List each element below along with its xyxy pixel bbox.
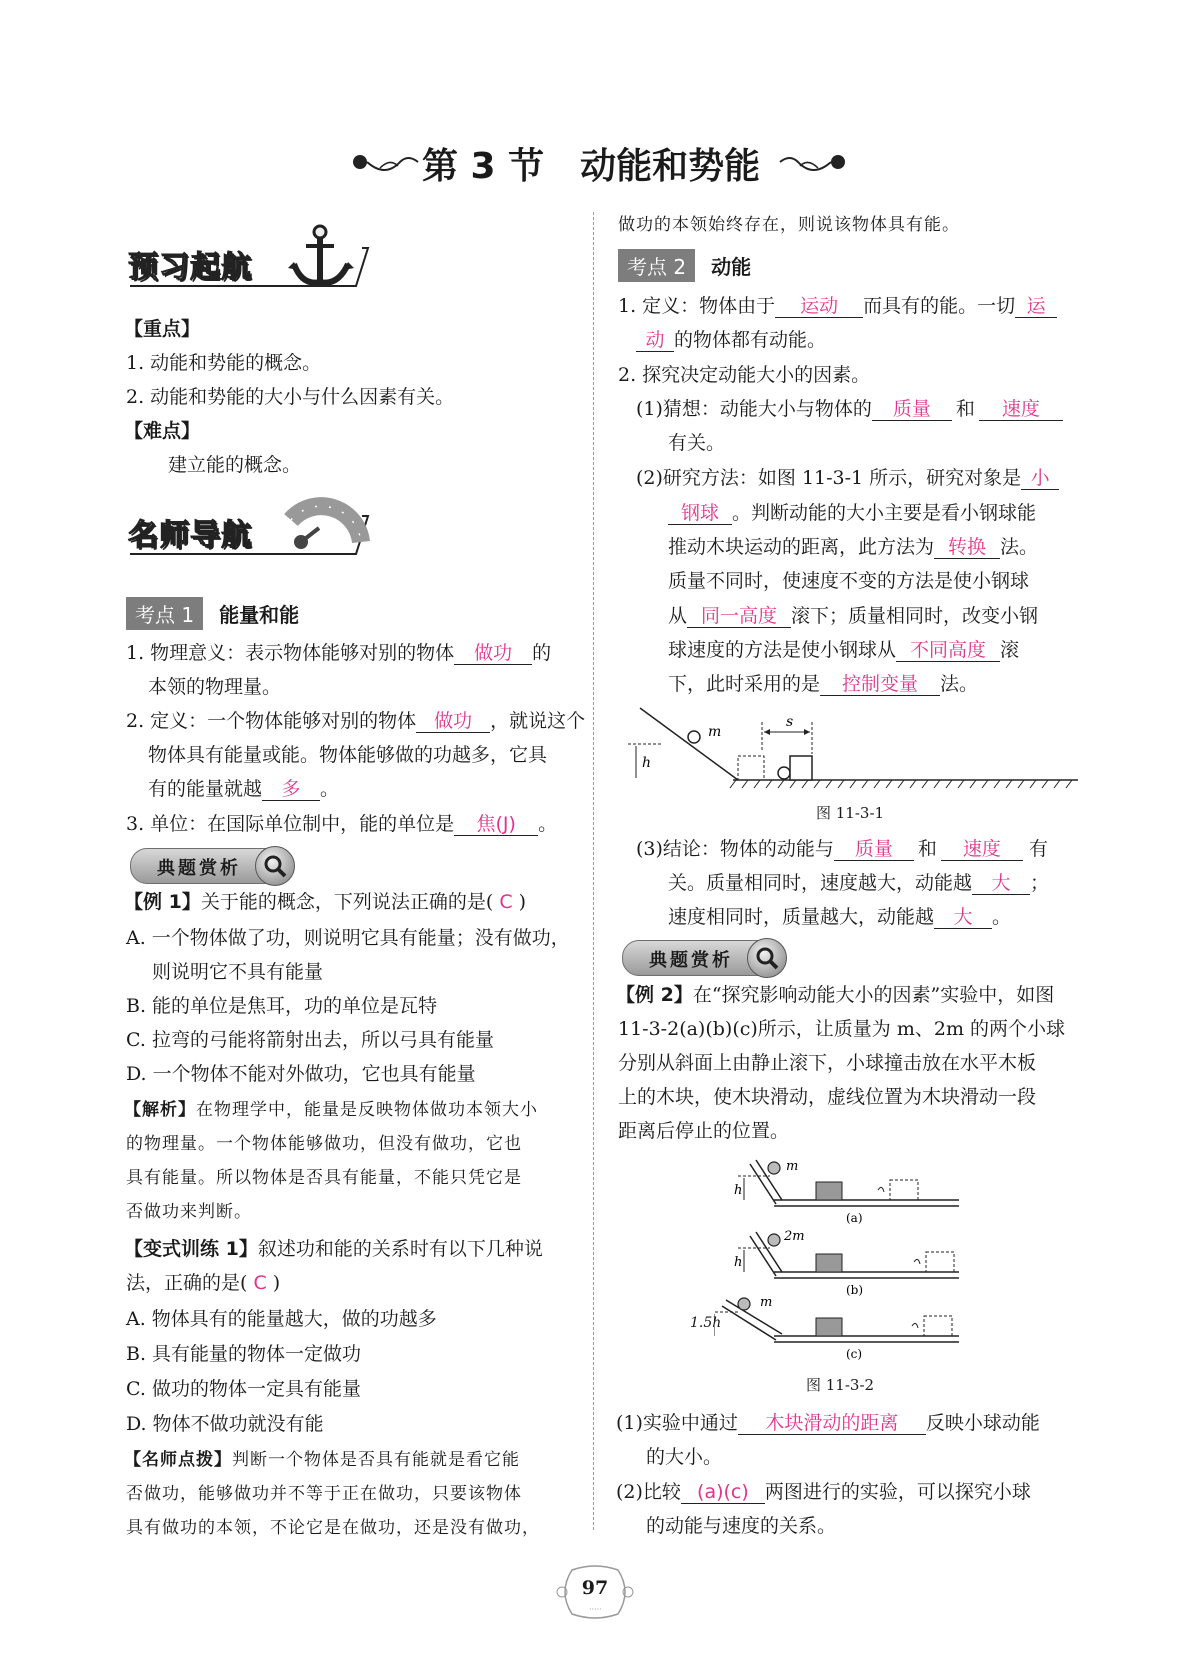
- example-2-stem-3: 分别从斜面上由静止滚下，小球撞击放在水平木板: [618, 1052, 1037, 1074]
- kd2-guess: (1)猜想：动能大小与物体的 质量 和 速度: [636, 396, 1063, 422]
- kd1-answer-1: 做功: [454, 642, 532, 665]
- example-2-answer-1: 木块滑动的距离: [738, 1412, 926, 1435]
- knowledge-point-2-heading: [618, 249, 751, 282]
- figure-11-3-1-caption: 图 11-3-1: [816, 804, 885, 822]
- gauge-icon: [281, 490, 371, 560]
- steel-ball-bottom: [778, 767, 790, 779]
- magnifier-icon: [747, 938, 787, 978]
- kd1-answer-3: 多: [262, 778, 320, 801]
- variant-1-option-b: B. 具有能量的物体一定做功: [126, 1343, 362, 1365]
- knowledge-point-2-title: 动能: [711, 255, 752, 279]
- figure-11-3-1: [628, 704, 1088, 800]
- difficult-point-text: 建立能的概念。: [168, 454, 302, 476]
- key-point-2: 2. 动能和势能的大小与什么因素有关。: [126, 386, 455, 408]
- kd1-item-2: 2. 定义：一个物体能够对别的物体 做功 ，就说这个: [126, 710, 586, 732]
- example-1-analysis-2: 的物理量。一个物体能够做功，但没有做功，它也: [126, 1134, 522, 1154]
- kd2-guess-answer-2: 速度: [979, 398, 1063, 421]
- variant-1-option-d: D. 物体不做功就没有能: [126, 1413, 324, 1435]
- kd2-answer-2a: 运: [1015, 295, 1057, 318]
- teacher-tip: 【名师点拨】判断一个物体是否具有能就是看它能: [124, 1450, 520, 1470]
- kd2-method-5: 从 同一高度 滚下；质量相同时，改变小钢: [668, 605, 1039, 627]
- svg-text:(a): (a): [846, 1211, 863, 1225]
- kd2-conclusion-answer-3: 大: [972, 872, 1030, 895]
- variant-1-answer: C: [253, 1272, 267, 1294]
- kd1-item-1-cont: 本领的物理量。: [148, 676, 282, 698]
- example-1-analysis-3: 具有能量。所以物体是否具有能量，不能只凭它是: [126, 1168, 522, 1188]
- typical-question-pill-2: [622, 940, 784, 976]
- variant-1-option-a: A. 物体具有的能量越大，做的功越多: [126, 1308, 437, 1330]
- example-1-option-d: D. 一个物体不能对外做功，它也具有能量: [126, 1063, 476, 1085]
- variant-1-stem-cont: 法，正确的是( C ): [126, 1272, 281, 1294]
- kd1-item-3: 3. 单位：在国际单位制中，能的单位是 焦(J) 。: [126, 813, 558, 835]
- example-2-answer-2: (a)(c): [681, 1481, 765, 1504]
- knowledge-point-1-title: 能量和能: [219, 603, 300, 627]
- example-1-analysis-4: 否做功来判断。: [126, 1202, 252, 1222]
- kd2-guess-cont: 有关。: [668, 432, 726, 454]
- example-2-question-1: (1)实验中通过 木块滑动的距离 反映小球动能: [616, 1412, 1040, 1434]
- svg-text:m: m: [760, 1295, 773, 1310]
- mass-label: m: [708, 724, 722, 740]
- teacher-tip-3: 具有做功的本领，不论它是在做功，还是没有做功，: [126, 1518, 540, 1538]
- kd2-definition-cont: 动 的物体都有动能。: [636, 327, 826, 353]
- kd2-method-7: 下，此时采用的是 控制变量 法。: [668, 673, 979, 695]
- example-1-option-c: C. 拉弯的弓能将箭射出去，所以弓具有能量: [126, 1029, 494, 1051]
- section-header: [0, 138, 1191, 188]
- kd2-method-answer-4: 不同高度: [896, 639, 1000, 662]
- svg-text:·····: ·····: [589, 1605, 602, 1614]
- key-point-1: 1. 动能和势能的概念。: [126, 352, 322, 374]
- kd1-item-1: 1. 物理意义：表示物体能够对别的物体 做功 的: [126, 642, 552, 664]
- kd2-conclusion-answer-4: 大: [934, 906, 992, 929]
- svg-text:h: h: [734, 1255, 743, 1270]
- kd2-conclusion-answer-2: 速度: [941, 838, 1023, 861]
- example-2-question-2: (2)比较 (a)(c) 两图进行的实验，可以探究小球: [616, 1481, 1031, 1503]
- kd2-method-answer-1a: 小: [1021, 467, 1059, 490]
- kd2-conclusion-3: 速度相同时，质量越大，动能越 大 。: [668, 906, 1012, 928]
- kd2-method-2: 钢球 。判断动能的大小主要是看小钢球能: [668, 500, 1036, 526]
- example-1-analysis: 【解析】在物理学中，能量是反映物体做功本领大小: [124, 1100, 538, 1120]
- knowledge-point-1-tag: 考点 1: [126, 597, 203, 630]
- preview-banner: [126, 222, 376, 302]
- example-2-question-2-cont: 的动能与速度的关系。: [646, 1515, 837, 1537]
- preview-banner-label: 预习起航: [128, 250, 252, 285]
- figure-c: [714, 1295, 959, 1361]
- kd2-conclusion-answer-1: 质量: [834, 838, 914, 861]
- kd2-answer-2b: 动: [636, 329, 674, 352]
- figure-b: [734, 1229, 959, 1297]
- kd2-method-answer-5: 控制变量: [820, 673, 940, 696]
- pill-label: 典题赏析: [157, 858, 241, 879]
- right-swirl-ornament: [778, 148, 848, 178]
- example-2-stem-2: 11-3-2(a)(b)(c)所示，让质量为 m、2m 的两个小球: [618, 1018, 1066, 1040]
- variant-1-option-c: C. 做功的物体一定具有能量: [126, 1378, 361, 1400]
- kd2-conclusion: (3)结论：物体的动能与 质量 和 速度 有: [636, 838, 1048, 860]
- kd1-item-2-cont: 物体具有能量或能。物体能够做的功越多，它具: [148, 744, 548, 766]
- kd2-method-answer-1b: 钢球: [668, 502, 732, 525]
- svg-text:h: h: [734, 1183, 743, 1198]
- example-1-answer: C: [499, 891, 513, 913]
- anchor-icon: [284, 222, 364, 292]
- svg-text:(b): (b): [846, 1283, 864, 1297]
- knowledge-point-2-tag: 考点 2: [618, 249, 695, 282]
- page-number-badge: [552, 1564, 638, 1620]
- kd2-method-answer-2: 转换: [934, 536, 1000, 559]
- figure-11-3-2-caption: 图 11-3-2: [806, 1376, 875, 1394]
- kd1-item-2-cont2: 有的能量就越 多 。: [148, 778, 340, 800]
- example-1-option-a: A. 一个物体做了功，则说明它具有能量；没有做功，: [126, 927, 570, 949]
- kd2-method-6: 球速度的方法是使小钢球从 不同高度 滚: [668, 639, 1020, 661]
- pill-label: 典题赏析: [649, 950, 733, 971]
- example-2-stem-4: 上的木块，使木块滑动，虚线位置为木块滑动一段: [618, 1086, 1037, 1108]
- kd2-method-answer-3: 同一高度: [687, 605, 791, 628]
- svg-text:(c): (c): [846, 1347, 863, 1361]
- key-points-label: 【重点】: [124, 318, 201, 340]
- kd2-conclusion-2: 关。质量相同时，速度越大，动能越 大 ；: [668, 872, 1050, 894]
- teacher-tip-2: 否做功，能够做功并不等于正在做功，只要该物体: [126, 1484, 522, 1504]
- example-1-option-a-cont: 则说明它不具有能量: [152, 961, 324, 983]
- left-swirl-ornament: [350, 148, 420, 178]
- ground-hatching: [730, 780, 1072, 788]
- typical-question-pill-1: [130, 848, 292, 884]
- figure-a: [734, 1159, 959, 1225]
- teacher-tip-4: 做功的本领始终存在，则说该物体具有能。: [618, 215, 960, 235]
- kd2-guess-answer-1: 质量: [872, 398, 952, 421]
- kd2-definition: 1. 定义：物体由于 运动 而具有的能。一切 运: [618, 293, 1057, 319]
- kd1-answer-2: 做功: [416, 710, 490, 733]
- page-number: 97: [581, 1577, 609, 1599]
- distance-label: s: [786, 714, 794, 730]
- steel-ball-top: [688, 731, 700, 743]
- kd2-method: (2)研究方法：如图 11-3-1 所示，研究对象是 小: [636, 465, 1059, 491]
- kd2-answer-1: 运动: [775, 295, 863, 318]
- example-2-question-1-cont: 的大小。: [646, 1446, 723, 1468]
- knowledge-point-1-heading: [126, 597, 299, 630]
- example-1-stem: 【例 1】关于能的概念，下列说法正确的是( C ): [124, 891, 527, 913]
- kd1-answer-4: 焦(J): [454, 813, 538, 836]
- variant-1-stem: 【变式训练 1】叙述功和能的关系时有以下几种说: [124, 1238, 543, 1260]
- example-2-stem-5: 距离后停止的位置。: [618, 1120, 790, 1142]
- column-divider: [593, 212, 594, 1530]
- guide-banner: [126, 490, 376, 570]
- height-label: h: [642, 755, 652, 771]
- difficult-points-label: 【难点】: [124, 420, 201, 442]
- magnifier-icon: [255, 846, 295, 886]
- figure-11-3-2: [714, 1156, 974, 1376]
- kd2-method-4: 质量不同时，使速度不变的方法是使小钢球: [668, 570, 1030, 592]
- guide-banner-label: 名师导航: [128, 518, 252, 553]
- svg-text:2m: 2m: [784, 1229, 805, 1244]
- example-2-stem: 【例 2】在“探究影响动能大小的因素”实验中，如图: [616, 984, 1055, 1006]
- block-dashed: [738, 756, 764, 780]
- block: [790, 756, 812, 780]
- section-title: 第 3 节 动能和势能: [422, 146, 761, 187]
- example-1-option-b: B. 能的单位是焦耳，功的单位是瓦特: [126, 995, 438, 1017]
- svg-text:m: m: [786, 1159, 799, 1174]
- kd2-method-3: 推动木块运动的距离，此方法为 转换 法。: [668, 536, 1039, 558]
- kd2-explore: 2. 探究决定动能大小的因素。: [618, 364, 871, 386]
- figure-c-height-label: 1.5h: [690, 1315, 722, 1331]
